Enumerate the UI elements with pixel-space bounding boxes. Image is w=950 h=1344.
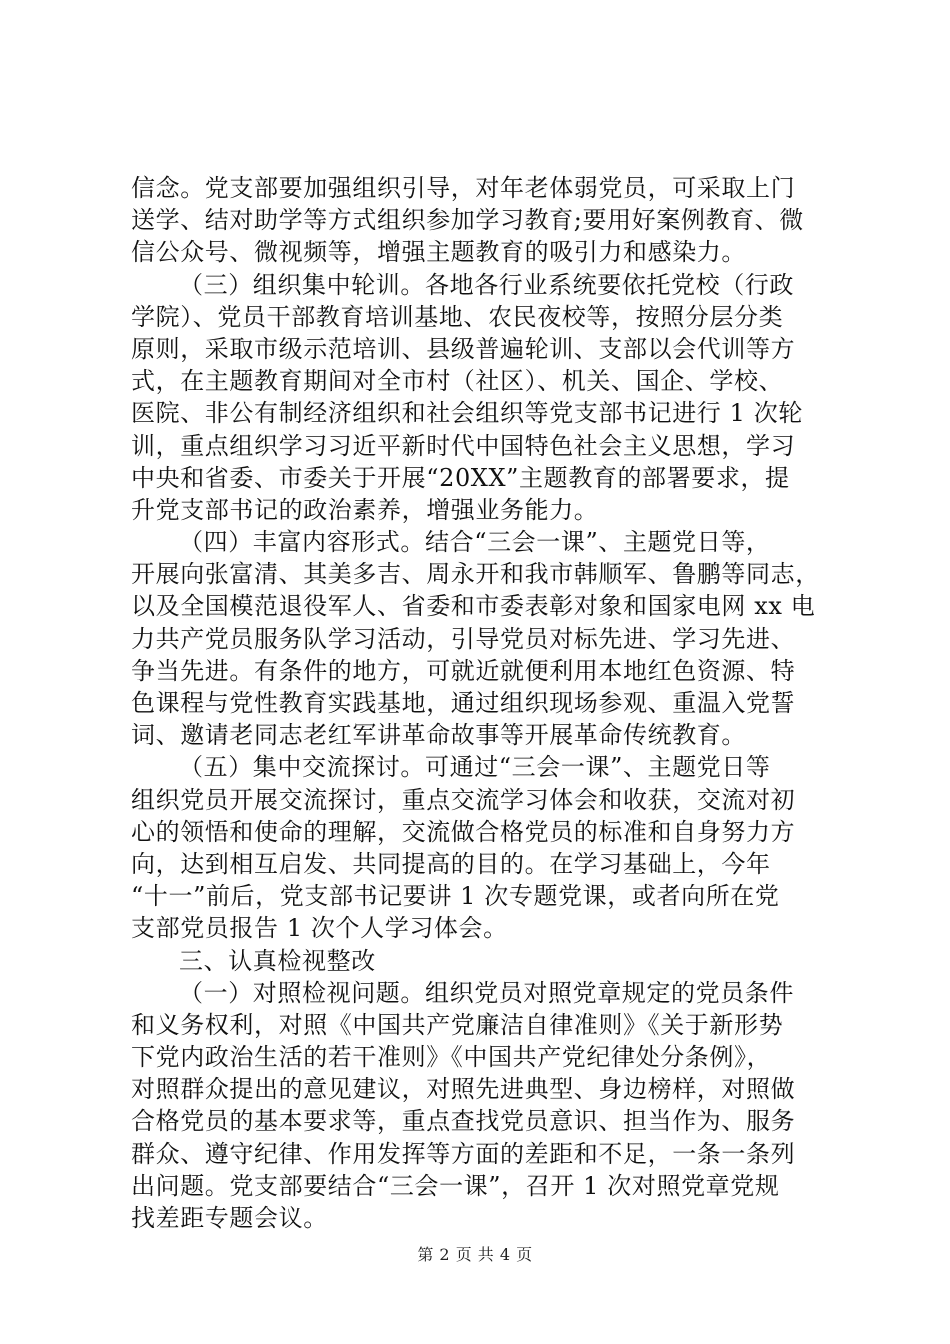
- text-line: 出问题。党支部要结合“三会一课”，召开 1 次对照党章党规: [131, 1171, 780, 1200]
- text-line: 争当先进。有条件的地方，可就近就便利用本地红色资源、特: [131, 656, 796, 685]
- text-line: 找差距专题会议。: [131, 1204, 328, 1232]
- text-line: 学院）、党员干部教育培训基地、农民夜校等，按照分层分类: [131, 302, 784, 331]
- text-line: 心的领悟和使命的理解，交流做合格党员的标准和自身努力方: [131, 817, 796, 846]
- text-line: 以及全国模范退役军人、省委和市委表彰对象和国家电网 xx 电: [131, 592, 816, 621]
- text-line: 和义务权利，对照《中国共产党廉洁自律准则》《关于新形势: [131, 1010, 784, 1039]
- paragraph-start-line: （三）组织集中轮训。各地各行业系统要依托党校（行政: [179, 270, 794, 299]
- section-heading: 三、认真检视整改: [179, 946, 376, 975]
- text-line: 组织党员开展交流探讨，重点交流学习体会和收获，交流对初: [131, 785, 796, 814]
- text-line: 式，在主题教育期间对全市村（社区）、机关、国企、学校、: [131, 367, 784, 396]
- text-line: 群众、遵守纪律、作用发挥等方面的差距和不足，一条一条列: [131, 1139, 796, 1168]
- text-line: 信公众号、微视频等，增强主题教育的吸引力和感染力。: [131, 238, 746, 267]
- text-line: “十一”前后，党支部书记要讲 1 次专题党课，或者向所在党: [131, 882, 780, 911]
- text-line: 医院、非公有制经济组织和社会组织等党支部书记进行 1 次轮: [131, 399, 803, 428]
- text-line: 原则，采取市级示范培训、县级普遍轮训、支部以会代训等方: [131, 334, 796, 363]
- text-line: 下党内政治生活的若干准则》《中国共产党纪律处分条例》，: [131, 1043, 772, 1072]
- text-line: 中央和省委、市委关于开展“20XX”主题教育的部署要求，提: [131, 463, 790, 492]
- paragraph-start-line: （一）对照检视问题。组织党员对照党章规定的党员条件: [179, 978, 794, 1007]
- page-footer: 第 2 页 共 4 页: [417, 1245, 533, 1264]
- text-line: 对照群众提出的意见建议，对照先进典型、身边榜样，对照做: [131, 1075, 796, 1104]
- text-line: 力共产党员服务队学习活动，引导党员对标先进、学习先进、: [131, 624, 796, 653]
- text-line: 升党支部书记的政治素养，增强业务能力。: [131, 495, 599, 524]
- text-line: 色课程与党性教育实践基地，通过组织现场参观、重温入党誓: [131, 689, 796, 717]
- text-line: 支部党员报告 1 次个人学习体会。: [131, 914, 508, 943]
- text-line: 训，重点组织学习习近平新时代中国特色社会主义思想，学习: [131, 431, 796, 460]
- paragraph-start-line: （五）集中交流探讨。可通过“三会一课”、主题党日等: [179, 753, 771, 782]
- text-line: 词、邀请老同志老红军讲革命故事等开展革命传统教育。: [131, 721, 746, 750]
- text-line: 向，达到相互启发、共同提高的目的。在学习基础上，今年: [131, 849, 771, 878]
- text-line: 合格党员的基本要求等，重点查找党员意识、担当作为、服务: [131, 1107, 796, 1136]
- document-body: [131, 172, 831, 1234]
- text-line: 开展向张富清、其美多吉、周永开和我市韩顺军、鲁鹏等同志，: [131, 560, 820, 589]
- text-line: 送学、结对助学等方式组织参加学习教育;要用好案例教育、微: [131, 206, 804, 235]
- paragraph-start-line: （四）丰富内容形式。结合“三会一课”、主题党日等，: [179, 528, 771, 557]
- text-line: 信念。党支部要加强组织引导，对年老体弱党员，可采取上门: [131, 174, 796, 202]
